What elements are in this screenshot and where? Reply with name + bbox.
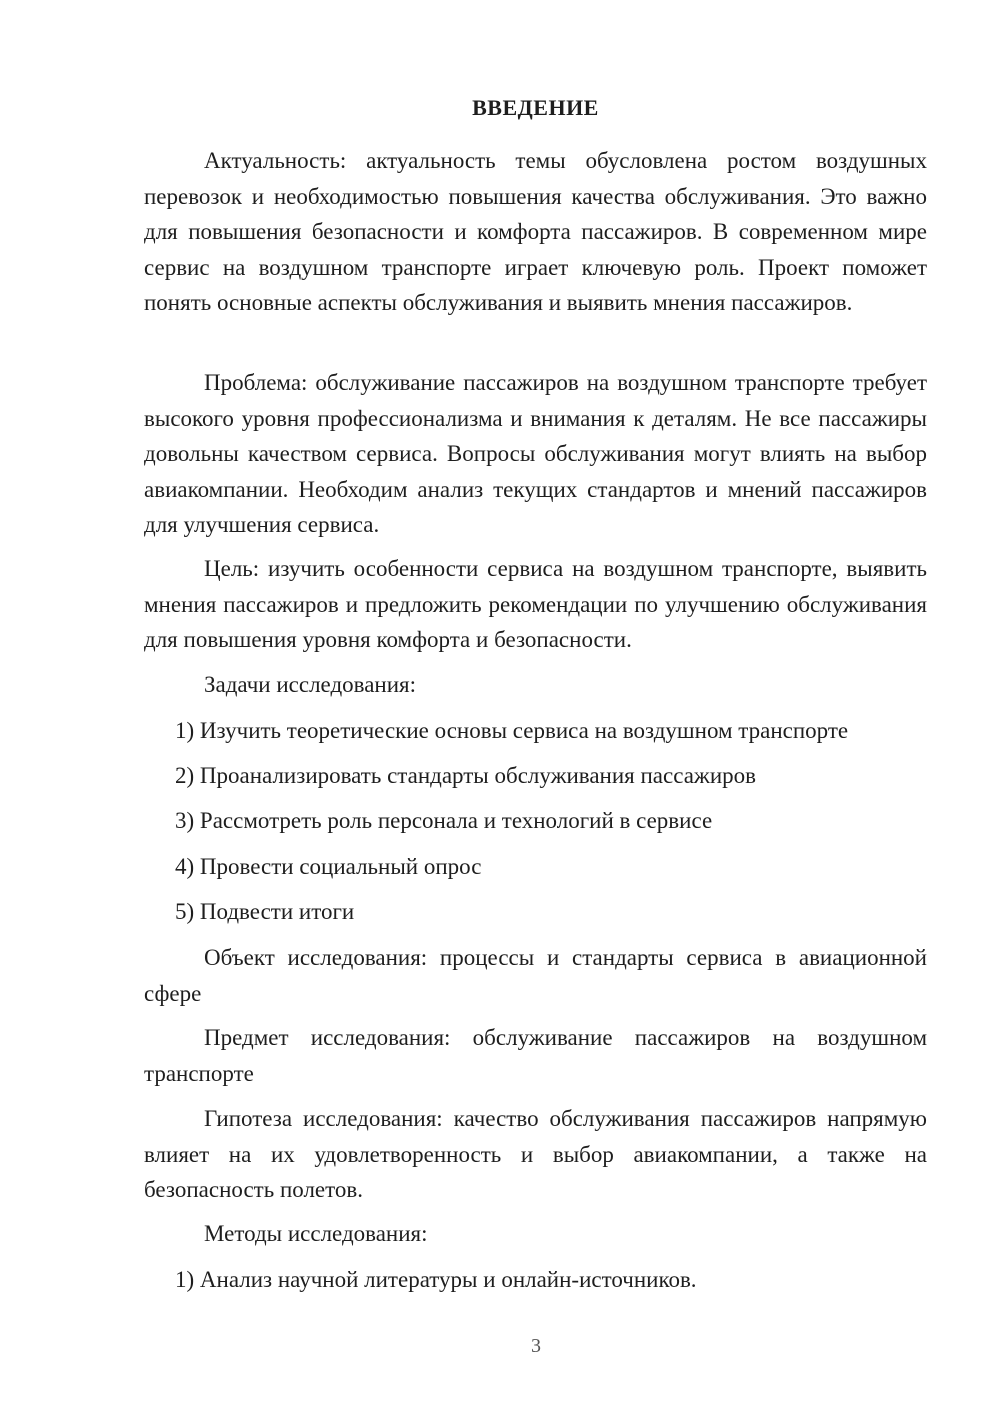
method-item-1: 1) Анализ научной литературы и онлайн-источников.: [175, 1267, 697, 1292]
hypothesis-paragraph: Гипотеза исследования: качество обслуживания пассажиров напрямую влияет на их удовлетворенность и выбор авиакомпании, а также на безопасность полетов.: [144, 1106, 927, 1202]
subject-paragraph: Предмет исследования: обслуживание пассажиров на воздушном транспорте: [144, 1025, 927, 1086]
problem-paragraph: Проблема: обслуживание пассажиров на воздушном транспорте требует высокого уровня профессионализма и внимания к деталям. Не все пассажиры довольны качеством сервиса. Вопросы обслуживания могут влиять на выбор авиакомпании. Необходим анализ текущих стандартов и мнений пассажиров для улучшения сервиса.: [144, 370, 927, 537]
relevance-paragraph: Актуальность: актуальность темы обусловлена ростом воздушных перевозок и необходимостью повышения качества обслуживания. Это важно для повышения безопасности и комфорта пассажиров. В современном мире сервис на воздушном транспорте играет ключевую роль. Проект поможет понять основные аспекты обслуживания и выявить мнения пассажиров.: [144, 148, 927, 315]
object-paragraph: Объект исследования: процессы и стандарты сервиса в авиационной сфере: [144, 945, 927, 1006]
task-item-4: 4) Провести социальный опрос: [175, 854, 482, 879]
task-item-5: 5) Подвести итоги: [175, 899, 355, 924]
page-title: ВВЕДЕНИЕ: [472, 95, 599, 120]
task-item-1: 1) Изучить теоретические основы сервиса на воздушном транспорте: [175, 718, 849, 743]
page-number: 3: [531, 1335, 541, 1357]
goal-paragraph: Цель: изучить особенности сервиса на воздушном транспорте, выявить мнения пассажиров и предложить рекомендации по улучшению обслуживания для повышения уровня комфорта и безопасности.: [144, 556, 927, 652]
task-item-3: 3) Рассмотреть роль персонала и технологий в сервисе: [175, 808, 713, 833]
methods-heading: Методы исследования:: [204, 1221, 428, 1246]
task-item-2: 2) Проанализировать стандарты обслуживания пассажиров: [175, 763, 756, 788]
tasks-heading: Задачи исследования:: [204, 672, 417, 697]
